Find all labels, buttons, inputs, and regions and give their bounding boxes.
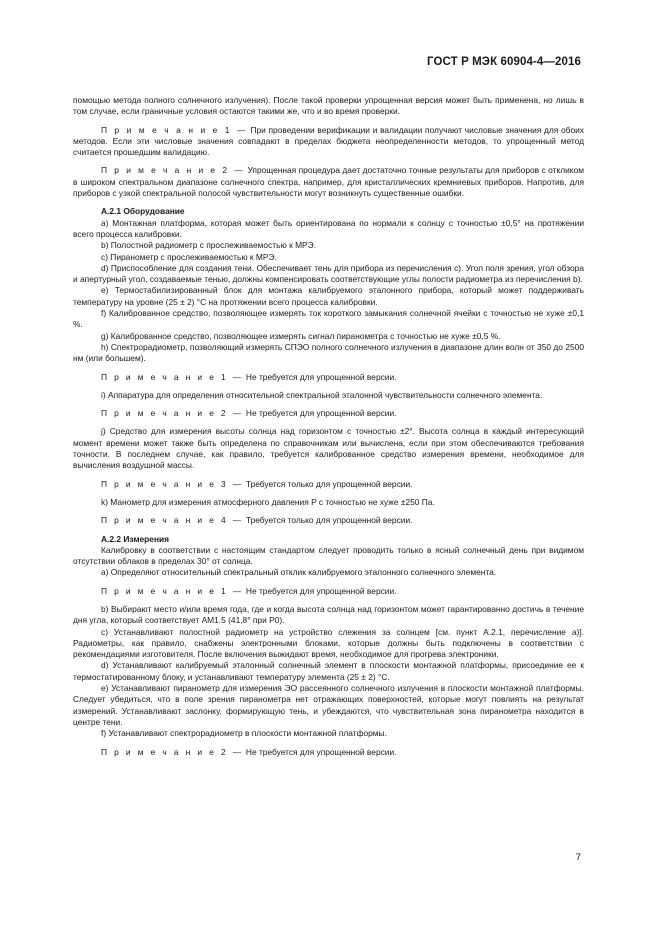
paragraph-text: a) Монтажная платформа, которая может быть ориентирована по нормали к солнцу с точностью ±0,5° на протяжении всего процесса калибровки. [73, 217, 584, 239]
paragraph-text: помощью метода полного солнечного излучения). После такой проверки упрощенная версия может быть применена, но лишь в том случае, если граничные условия остаются такими же, что и во время проверки. [73, 95, 584, 117]
note-paragraph [73, 408, 584, 419]
paragraph-text: j) Средство для измерения высоты солнца над горизонтом с точностью ±2°. Высота солнца в каждый интересующий момент времени может также быть определена по справочникам или вычислена, если при этом обеспечиваются требования точности. В последнем случае, как правило, требуется калиброванное средство измерения времени, необходимое для вычисления воздушной массы. [73, 426, 584, 471]
paragraph [73, 683, 584, 728]
paragraph-text: Требуется только для упрощенной версии. [243, 515, 413, 526]
paragraph-text: k) Манометр для измерения атмосферного давления P с точностью не хуже ±250 Па. [101, 496, 435, 507]
paragraph-text: Калибровку в соответствии с настоящим стандартом следует проводить только в ясный солнечный день при видимом отсутствии облаков в пределах 30° от солнца. [73, 544, 584, 567]
paragraph-text: Требуется только для упрощенной версии. [243, 478, 413, 489]
paragraph-text: Не требуется для упрощенной версии. [243, 371, 397, 382]
paragraph [73, 342, 584, 365]
section-heading-text: A.2.1 Оборудование [101, 206, 185, 217]
paragraph [73, 604, 584, 627]
paragraph-text: b) Полостной радиометр с прослеживаемостью к МРЭ. [101, 240, 316, 251]
page-number: 7 [575, 852, 581, 863]
document-body [73, 95, 584, 758]
note-paragraph [73, 586, 584, 597]
section-heading [73, 206, 584, 217]
note-paragraph [73, 747, 584, 758]
paragraph-text: b) Выбирают место и/или время года, где и когда высота солнца над горизонтом может гарантированно достичь в течение дня угла, который соответствует АМ1.5 (41,8° при P0). [73, 603, 584, 626]
paragraph [73, 545, 584, 568]
paragraph [73, 218, 584, 241]
note-label: П р и м е ч а н и е 1 — [101, 371, 244, 382]
paragraph-text: c) Пиранометр с прослеживаемостью к МРЭ. [101, 251, 277, 262]
paragraph [73, 567, 584, 578]
note-paragraph [73, 165, 584, 199]
paragraph-text: Упрощенная процедура дает достаточно точные результаты для приборов с откликом в широком спектральном диапазоне солнечного спектра, например, для кристаллических кремниевых приборов. Напротив, для приборов с узкой спектральной полосой чувствительности могут возникнуть существенные ошибки. [73, 165, 584, 199]
note-paragraph [73, 125, 584, 159]
paragraph [73, 627, 584, 661]
section-heading-text: A.2.2 Измерения [101, 533, 170, 544]
paragraph-text: f) Устанавливают спектрорадиометр в плоскости монтажной платформы. [101, 728, 387, 739]
paragraph-text: e) Устанавливают пиранометр для измерения ЭО рассеянного солнечного излучения в плоскости монтажной платформы. Следует убедиться, что в поле зрения пиранометра нет отражающих поверхностей, которые могут повлиять на результат измерений. Устанавливают заслонку, формирующую тень, и убеждаются, что чувствительная зона пиранометра находится в центре тени. [73, 683, 584, 727]
note-label: П р и м е ч а н и е 2 — [101, 408, 244, 419]
paragraph [73, 252, 584, 263]
paragraph-text: d) Устанавливают калибруемый эталонный солнечный элемент в плоскости монтажной платформы, присоединие ее к термостатированному блоку, и устанавливают температуру элемента (25 ± 2) °С. [73, 660, 584, 682]
paragraph-text: Не требуется для упрощенной версии. [243, 746, 397, 757]
paragraph [73, 331, 584, 342]
paragraph-text: c) Устанавливают полостной радиометр на устройство слежения за солнцем [см. пункт A.2.1, перечисление а)]. Радиометры, как правило, снабжены электронными блоками, которые должны быть подключены в соответствии с рекомендациями изготовителя. После включения выжидают время, необходимое для прогрева электроники. [73, 626, 584, 660]
paragraph-text: При проведении верификации и валидации получают числовые значения для обоих методов. Если эти числовые значения совпадают в пределах бюджета неопределенности методов, то упрощенный метод считается прошедшим валидацию. [73, 124, 584, 158]
paragraph [73, 240, 584, 251]
paragraph-text: a) Определяют относительный спектральный отклик калибруемого эталонного солнечного элемента. [101, 567, 497, 578]
paragraph-text: i) Аппаратура для определения относительной спектральной эталонной чувствительности солнечного элемента. [101, 389, 543, 400]
note-label: П р и м е ч а н и е 1 — [101, 585, 244, 596]
note-label: П р и м е ч а н и е 2 — [101, 165, 246, 176]
note-label: П р и м е ч а н и е 2 — [101, 746, 244, 757]
paragraph [73, 728, 584, 739]
note-label: П р и м е ч а н и е 4 — [101, 515, 244, 526]
paragraph [73, 263, 584, 286]
note-paragraph [73, 479, 584, 490]
paragraph [73, 497, 584, 508]
paragraph [73, 308, 584, 331]
paragraph-text: Не требуется для упрощенной версии. [243, 585, 397, 596]
note-paragraph [73, 372, 584, 383]
paragraph-text: e) Термостабилизированный блок для монтажа калибруемого эталонного прибора, который может поддерживать температуру на уровне (25 ± 2) °С на протяжении всего процесса калибровки. [73, 285, 584, 307]
paragraph [73, 95, 584, 118]
paragraph-text: Не требуется для упрощенной версии. [243, 408, 397, 419]
paragraph-text: d) Приспособление для создания тени. Обеспечивает тень для прибора из перечисления с). Угол поля зрения, угол обзора и апертурный угол, создаваемые тенью, должны компенсировать соответствующие углы полости радиометра из перечисления b). [73, 262, 584, 285]
paragraph [73, 390, 584, 401]
paragraph [73, 660, 584, 683]
paragraph [73, 426, 584, 471]
page-header: ГОСТ Р МЭК 60904-4—2016 [427, 56, 581, 68]
note-label: П р и м е ч а н и е 3 — [101, 478, 244, 489]
note-paragraph [73, 515, 584, 526]
paragraph [73, 285, 584, 308]
paragraph-text: h) Спектрорадиометр, позволяющий измерять СПЭО полного солнечного излучения в диапазоне длин волн от 350 до 2500 нм (или большем). [73, 341, 584, 364]
section-heading [73, 534, 584, 545]
paragraph-text: f) Калиброванное средство, позволяющее измерять ток короткого замыкания солнечной ячейки с точностью не хуже ±0,1 %. [73, 308, 584, 330]
note-label: П р и м е ч а н и е 1 — [101, 124, 248, 135]
paragraph-text: g) Калиброванное средство, позволяющее измерять сигнал пиранометра с точностью не хуже ±0,5 %. [101, 330, 501, 341]
